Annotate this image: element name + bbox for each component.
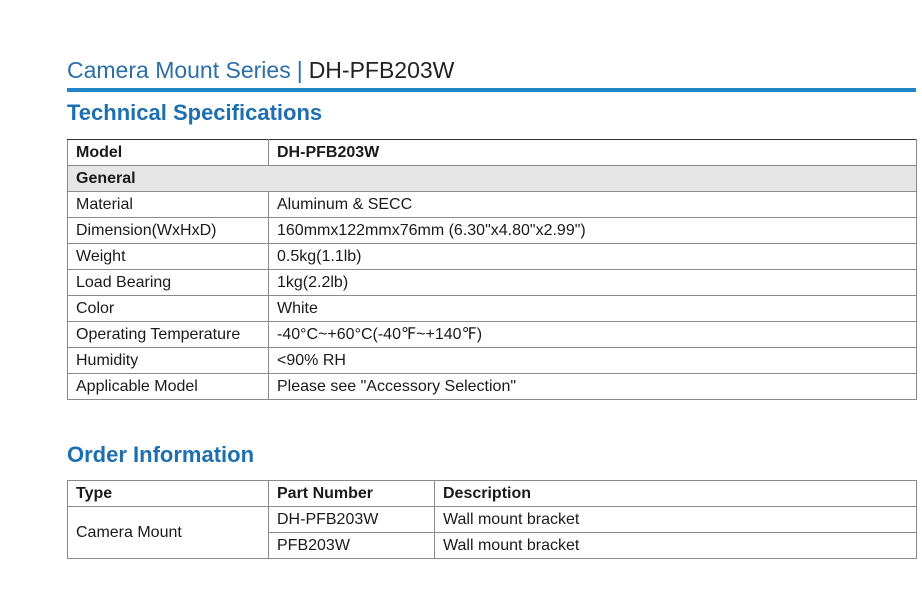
part-number-column-header: Part Number — [269, 481, 435, 507]
table-row — [68, 218, 917, 244]
table-row — [68, 374, 917, 400]
spec-label: Humidity — [68, 348, 269, 374]
order-table — [67, 480, 917, 559]
part-number-cell: DH-PFB203W — [269, 507, 435, 533]
description-cell: Wall mount bracket — [435, 533, 917, 559]
spec-value: Please see "Accessory Selection" — [269, 374, 917, 400]
spec-value: 160mmx122mmx76mm (6.30"x4.80"x2.99") — [269, 218, 917, 244]
spec-label: Operating Temperature — [68, 322, 269, 348]
spec-label: Applicable Model — [68, 374, 269, 400]
table-row — [68, 296, 917, 322]
model-value: DH-PFB203W — [269, 140, 917, 166]
specifications-table — [67, 139, 917, 400]
table-header-row — [68, 481, 917, 507]
description-cell: Wall mount bracket — [435, 507, 917, 533]
header-rule — [67, 88, 916, 92]
table-row — [68, 507, 917, 533]
order-information-heading: Order Information — [67, 442, 255, 467]
spec-label: Material — [68, 192, 269, 218]
spec-value: Aluminum & SECC — [269, 192, 917, 218]
spec-value: <90% RH — [269, 348, 917, 374]
type-column-header: Type — [68, 481, 269, 507]
part-number-cell: PFB203W — [269, 533, 435, 559]
group-label: General — [68, 166, 917, 192]
type-cell: Camera Mount — [68, 507, 269, 559]
technical-specifications-heading: Technical Specifications — [67, 100, 323, 125]
table-row — [68, 270, 917, 296]
model-title: DH-PFB203W — [308, 57, 455, 83]
document-header — [67, 55, 454, 85]
spec-value: 0.5kg(1.1lb) — [269, 244, 917, 270]
table-row — [68, 348, 917, 374]
spec-label: Load Bearing — [68, 270, 269, 296]
spec-value: -40°C~+60°C(-40℉~+140℉) — [269, 322, 917, 348]
table-header-row — [68, 140, 917, 166]
series-title: Camera Mount Series — [67, 57, 291, 83]
spec-label: Weight — [68, 244, 269, 270]
table-row — [68, 192, 917, 218]
spec-value: White — [269, 296, 917, 322]
table-row — [68, 244, 917, 270]
spec-value: 1kg(2.2lb) — [269, 270, 917, 296]
spec-label: Dimension(WxHxD) — [68, 218, 269, 244]
table-row — [68, 322, 917, 348]
description-column-header: Description — [435, 481, 917, 507]
model-label: Model — [68, 140, 269, 166]
spec-label: Color — [68, 296, 269, 322]
title-separator: | — [296, 57, 303, 83]
group-row — [68, 166, 917, 192]
